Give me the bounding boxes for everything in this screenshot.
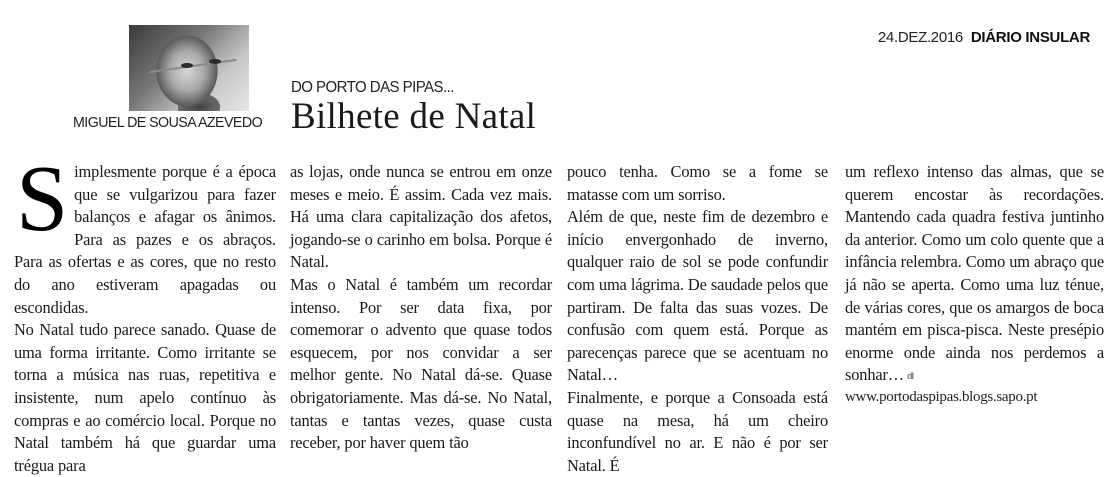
paragraph: Mas o Natal é também um recordar intenso. Por ser data fixa, por comemorar o advento que quase todos esquecem, por nos convidar a ser melhor gente. No Natal dá-se. Quase obrigatoriamente. Mas dá-se. No Natal, tantas e tantas vezes, quase custa receber, por haver quem tão xyxy=(290,274,552,453)
paragraph: pouco tenha. Como se a fome se matasse com um sorriso. xyxy=(567,162,828,204)
drop-cap: S xyxy=(16,147,69,251)
paragraph: as lojas, onde nunca se entrou em onze meses e meio. É assim. Cada vez mais. Há uma clara capitalização dos afetos, jogando-se o carinho em bolsa. Porque é Natal. xyxy=(290,162,552,272)
column-kicker: DO PORTO DAS PIPAS... xyxy=(291,79,454,96)
paragraph-text: um reflexo intenso das almas, que se querem encostar às recordações. Mantendo cada quadra festiva juntinho da anterior. Como um colo quente que a infância relembra. Como um abraço que já não se aperta. Como uma luz ténue, de várias cores, que os amargos de boca mantém em pisca-pisca. Neste presépio enorme onde ainda nos perdemos a sonhar… xyxy=(845,162,1104,385)
article-column-1 xyxy=(14,147,276,477)
paragraph xyxy=(14,147,276,319)
article-column-2 xyxy=(290,161,552,455)
article-column-3 xyxy=(567,161,828,477)
paragraph: No Natal tudo parece sanado. Quase de uma forma irritante. Como irritante se torna a música nas ruas, repetitiva e insistente, num apelo contínuo às compras e ao comércio local. Porque no Natal também há que guardar uma trégua para xyxy=(14,320,276,475)
article-title: Bilhete de Natal xyxy=(291,96,537,137)
end-mark-icon: dI xyxy=(907,371,914,382)
paragraph xyxy=(845,161,1104,388)
article-column-4 xyxy=(845,161,1104,388)
issue-date: 24.DEZ.2016 xyxy=(877,29,963,46)
blog-url: www.portodaspipas.blogs.sapo.pt xyxy=(845,389,1038,405)
author-name: MIGUEL DE SOUSA AZEVEDO xyxy=(73,114,263,131)
paragraph-text: implesmente porque é a época que se vulgarizou para fazer balanços e afagar os ânimos. Para as pazes e os abraços. Para as ofertas e as cores, que no resto do ano estiveram apagadas ou escondidas. xyxy=(14,162,276,317)
paragraph: Além de que, neste fim de dezembro e início envergonhado de inverno, qualquer raio de sol se pode confundir com uma lágrima. De saudade pelos que partiram. De falta das suas vozes. De confusão com quem está. Porque as parecenças parece que se acentuam no Natal… xyxy=(567,207,828,385)
paragraph: Finalmente, e porque a Consoada está quase na mesa, há um cheiro inconfundível no ar. E não é por ser Natal. É xyxy=(567,387,828,475)
publication-name: DIÁRIO INSULAR xyxy=(970,29,1090,46)
eye-shape xyxy=(209,59,221,64)
author-photo xyxy=(129,25,249,111)
eye-shape xyxy=(181,63,193,68)
glasses-shape xyxy=(149,59,236,73)
masthead xyxy=(878,29,1090,46)
